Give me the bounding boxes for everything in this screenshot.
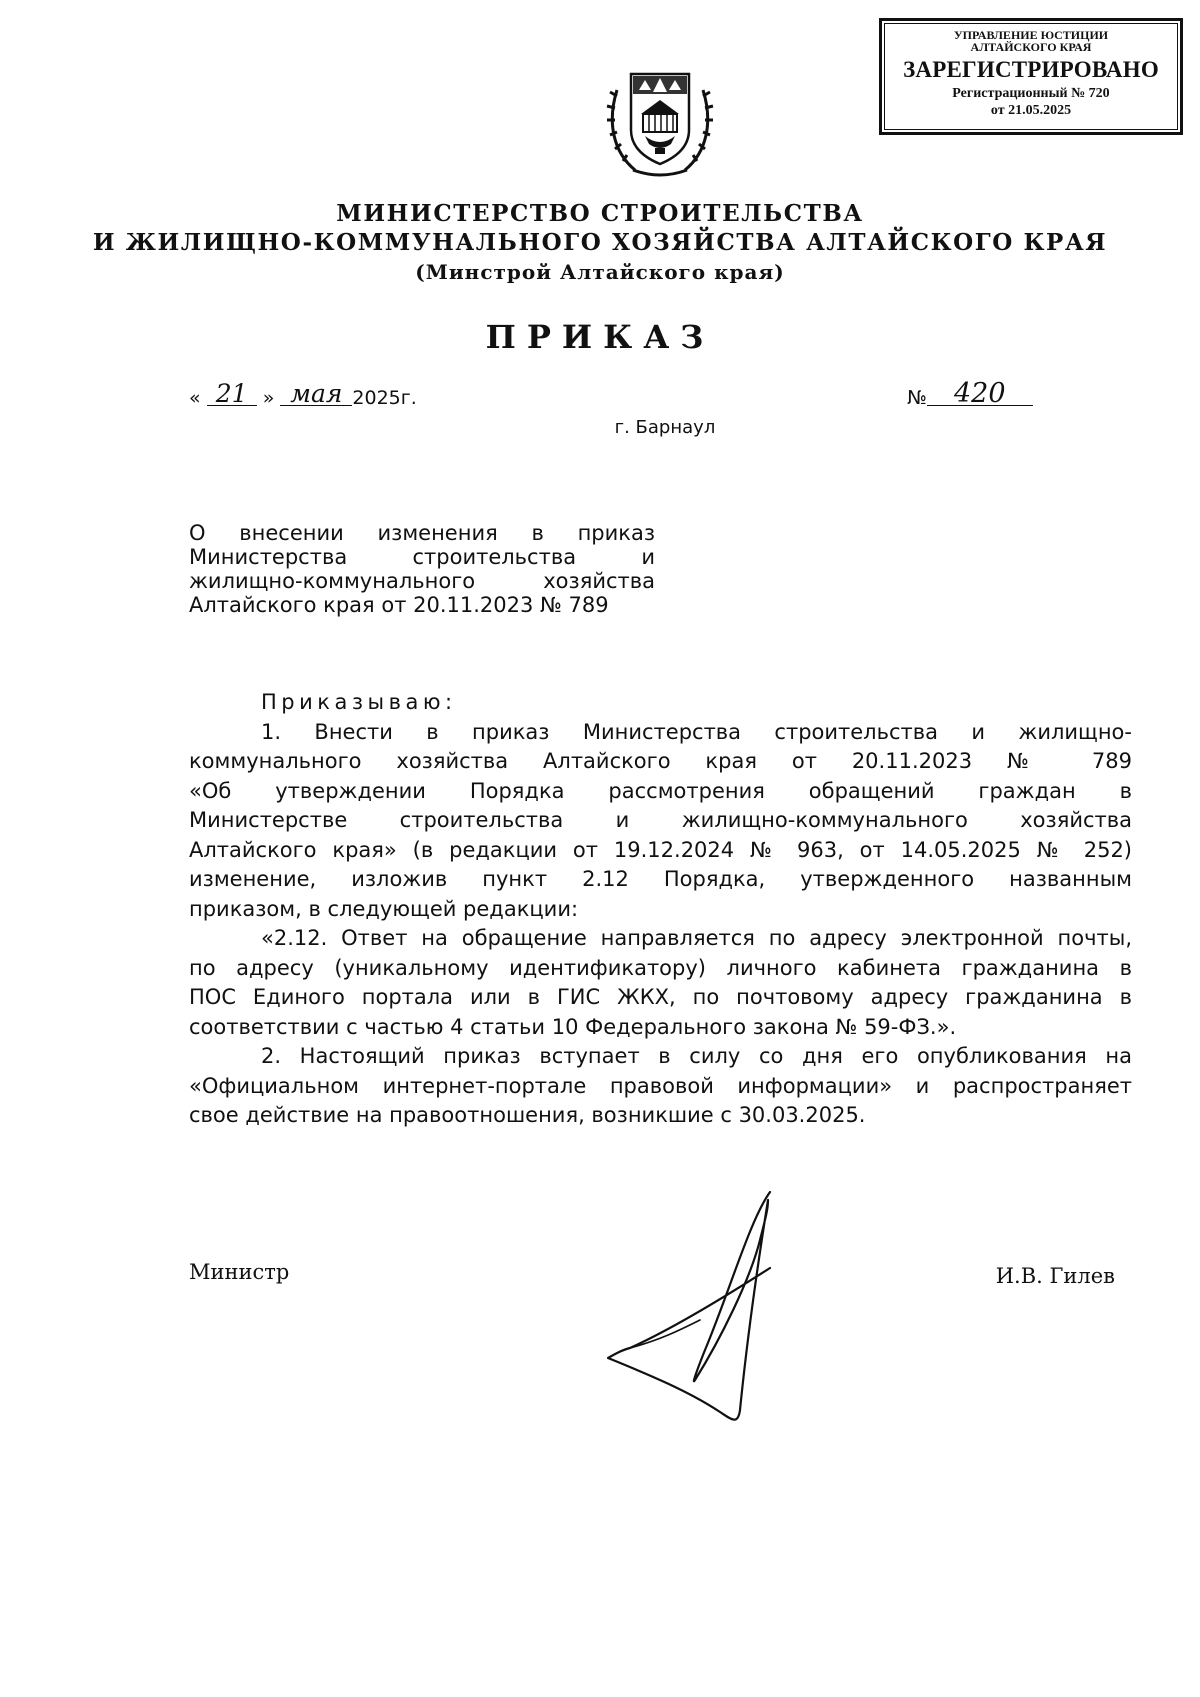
number-value-handwritten: 420 xyxy=(927,383,1033,406)
order-number xyxy=(907,378,1033,409)
stamp-org-line-1: УПРАВЛЕНИЕ ЮСТИЦИИ xyxy=(953,28,1109,42)
signatory-title: Министр xyxy=(189,1260,290,1284)
subject-line: О внесении изменения в приказ xyxy=(189,521,655,545)
order-date xyxy=(189,379,417,409)
quoted-clause-line: «2.12. Ответ на обращение направляется по адресу электронной почты, xyxy=(261,926,1132,950)
ministry-name-line-1: МИНИСТЕРСТВО СТРОИТЕЛЬСТВА xyxy=(336,200,864,227)
subject-line: Министерства строительства и xyxy=(189,545,655,569)
stamp-org-line-2: АЛТАЙСКОГО КРАЯ xyxy=(970,40,1092,54)
ministry-name-line-2: И ЖИЛИЩНО-КОММУНАЛЬНОГО ХОЗЯЙСТВА АЛТАЙСКОГО КРАЯ xyxy=(92,229,1108,256)
quoted-clause-line: ПОС Единого портала или в ГИС ЖКХ, по почтовому адресу гражданина в xyxy=(189,985,1132,1009)
date-close-quote: » xyxy=(262,387,275,409)
stamp-reg-date: от 21.05.2025 xyxy=(990,103,1072,118)
date-open-quote: « xyxy=(189,387,201,409)
paragraph-1-line: «Об утверждении Порядка рассмотрения обращений граждан в xyxy=(189,778,1132,803)
signatory-name: И.В. Гилев xyxy=(995,1264,1115,1288)
paragraph-2-line: «Официальном интернет-портале правовой информации» и распространяет xyxy=(189,1073,1132,1098)
coat-of-arms-icon xyxy=(605,52,715,182)
prikazyvayu-word: Приказываю: xyxy=(261,690,457,714)
number-label: № xyxy=(907,387,927,409)
date-month-handwritten: мая xyxy=(280,383,352,406)
quoted-clause-line: соответствии с частью 4 статьи 10 Федерального закона № 59-ФЗ.». xyxy=(189,1014,957,1039)
paragraph-1-line: коммунального хозяйства Алтайского края от 20.11.2023 № 789 xyxy=(189,749,1132,773)
paragraph-1-line: приказом, в следующей редакции: xyxy=(189,896,579,921)
document-type-title: ПРИКАЗ xyxy=(485,318,715,356)
stamp-status: ЗАРЕГИСТРИРОВАНО xyxy=(903,57,1159,82)
stamp-reg-number: Регистрационный № 720 xyxy=(952,86,1110,101)
subject-line: Алтайского края от 20.11.2023 № 789 xyxy=(189,593,609,617)
quoted-clause-line: по адресу (уникальному идентификатору) личного кабинета гражданина в xyxy=(189,955,1132,980)
paragraph-1-line: Министерстве строительства и жилищно-коммунального хозяйства xyxy=(189,808,1132,832)
registration-stamp xyxy=(879,18,1183,135)
paragraph-1-line: 1. Внести в приказ Министерства строительства и жилищно- xyxy=(261,719,1132,744)
ministry-short-name: (Минстрой Алтайского края) xyxy=(415,260,785,284)
date-year: 2025г. xyxy=(352,387,417,409)
order-body xyxy=(189,688,1132,1131)
registration-stamp-inner xyxy=(884,23,1178,130)
paragraph-1-line: Алтайского края» (в редакции от 19.12.2024 № 963, от 14.05.2025 № 252) xyxy=(189,837,1132,862)
paragraph-1-line: изменение, изложив пункт 2.12 Порядка, утвержденного названным xyxy=(189,867,1132,891)
handwritten-signature xyxy=(600,1180,840,1460)
paragraph-2-line: свое действие на правоотношения, возникшие с 30.03.2025. xyxy=(189,1103,866,1127)
paragraph-2-line: 2. Настоящий приказ вступает в силу со дня его опубликования на xyxy=(261,1044,1132,1068)
date-day-handwritten: 21 xyxy=(207,383,257,406)
order-subject xyxy=(189,521,655,617)
subject-line: жилищно-коммунального хозяйства xyxy=(189,569,655,593)
city: г. Барнаул xyxy=(614,417,716,438)
